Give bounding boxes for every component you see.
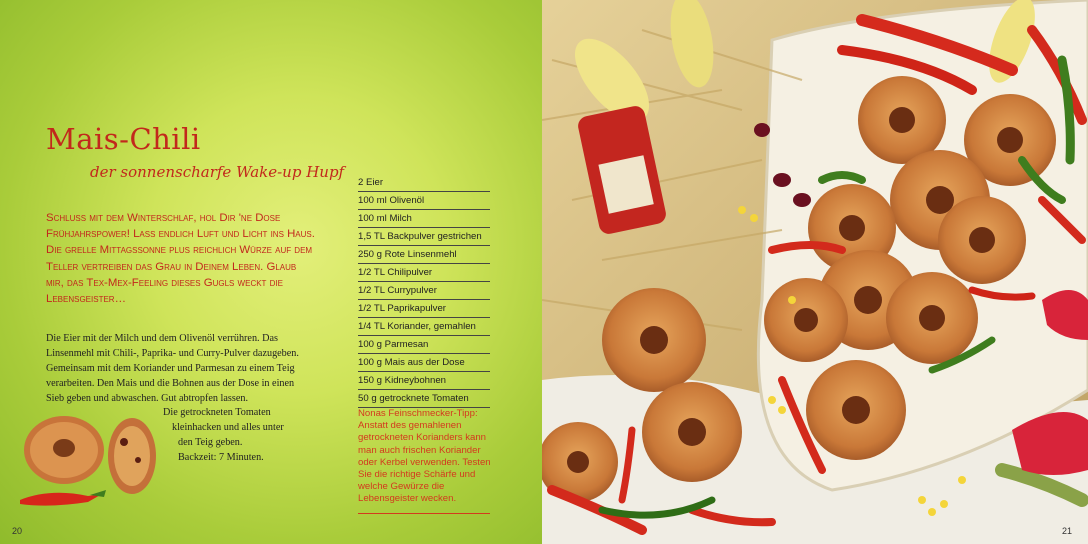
ingredient-item: 1/2 TL Currypulver (358, 282, 490, 300)
ingredient-item: 50 g getrocknete Tomaten (358, 390, 490, 408)
ingredient-item: 1/4 TL Koriander, gemahlen (358, 318, 490, 336)
page-number-left: 20 (12, 526, 23, 536)
recipe-instructions-continued (160, 405, 310, 465)
page-number-right: 21 (1062, 526, 1073, 536)
gugl-cake-photo (20, 404, 160, 510)
recipe-intro: Schluss mit dem Winterschlaf, hol Dir 'ne Dose Frühjahrspower! Lass endlich Luft und Licht ins Haus. Die grelle Mittagssonne plus reichlich Würze auf dem Teller vertreiben das Grau in Deinem Leben. Glaub mir, das Tex-Mex-Feeling dieses Gugls weckt die Lebensgeister… (46, 212, 315, 306)
recipe-title: Mais-Chili (46, 122, 201, 156)
chef-tip: Nonas Feinschmecker-Tipp: Anstatt des gemahlenen getrockneten Korianders kann man auch frischen Koriander oder Kerbel verwenden. Testen Sie die richtige Schärfe und welche Gewürze die Lebensgeister wecken. (358, 408, 491, 505)
instruction-line: den Teig geben. (178, 437, 243, 448)
ingredient-item: 250 g Rote Linsenmehl (358, 246, 490, 264)
recipe-instructions: Die Eier mit der Milch und dem Olivenöl verrühren. Das Linsenmehl mit Chili-, Paprika- und Curry-Pulver dazugeben. Gemeinsam mit dem Koriander und Parmesan zu einem Teig verarbeiten. Den Mais und die Bohnen aus der Dose in einen Sieb geben und abwaschen. Gut abtropfen lassen. (46, 333, 299, 404)
ingredient-item: 100 ml Milch (358, 210, 490, 228)
ingredient-item: 100 g Mais aus der Dose (358, 354, 490, 372)
ingredient-item: 100 g Parmesan (358, 336, 490, 354)
instruction-line: Die getrockneten Tomaten (163, 407, 271, 418)
instruction-line: Backzeit: 7 Minuten. (178, 452, 264, 463)
ingredient-item: 100 ml Olivenöl (358, 192, 490, 210)
left-page (0, 0, 542, 544)
ingredient-item: 2 Eier (358, 174, 490, 192)
ingredient-item: 1,5 TL Backpulver gestrichen (358, 228, 490, 246)
ingredient-list (358, 174, 490, 408)
recipe-subtitle: der sonnenscharfe Wake-up Hupf (90, 163, 345, 181)
ingredient-item: 150 g Kidneybohnen (358, 372, 490, 390)
tip-divider (358, 513, 490, 514)
instruction-line: kleinhacken und alles unter (172, 422, 284, 433)
food-photo (542, 0, 1088, 544)
ingredient-item: 1/2 TL Paprikapulver (358, 300, 490, 318)
ingredient-item: 1/2 TL Chilipulver (358, 264, 490, 282)
